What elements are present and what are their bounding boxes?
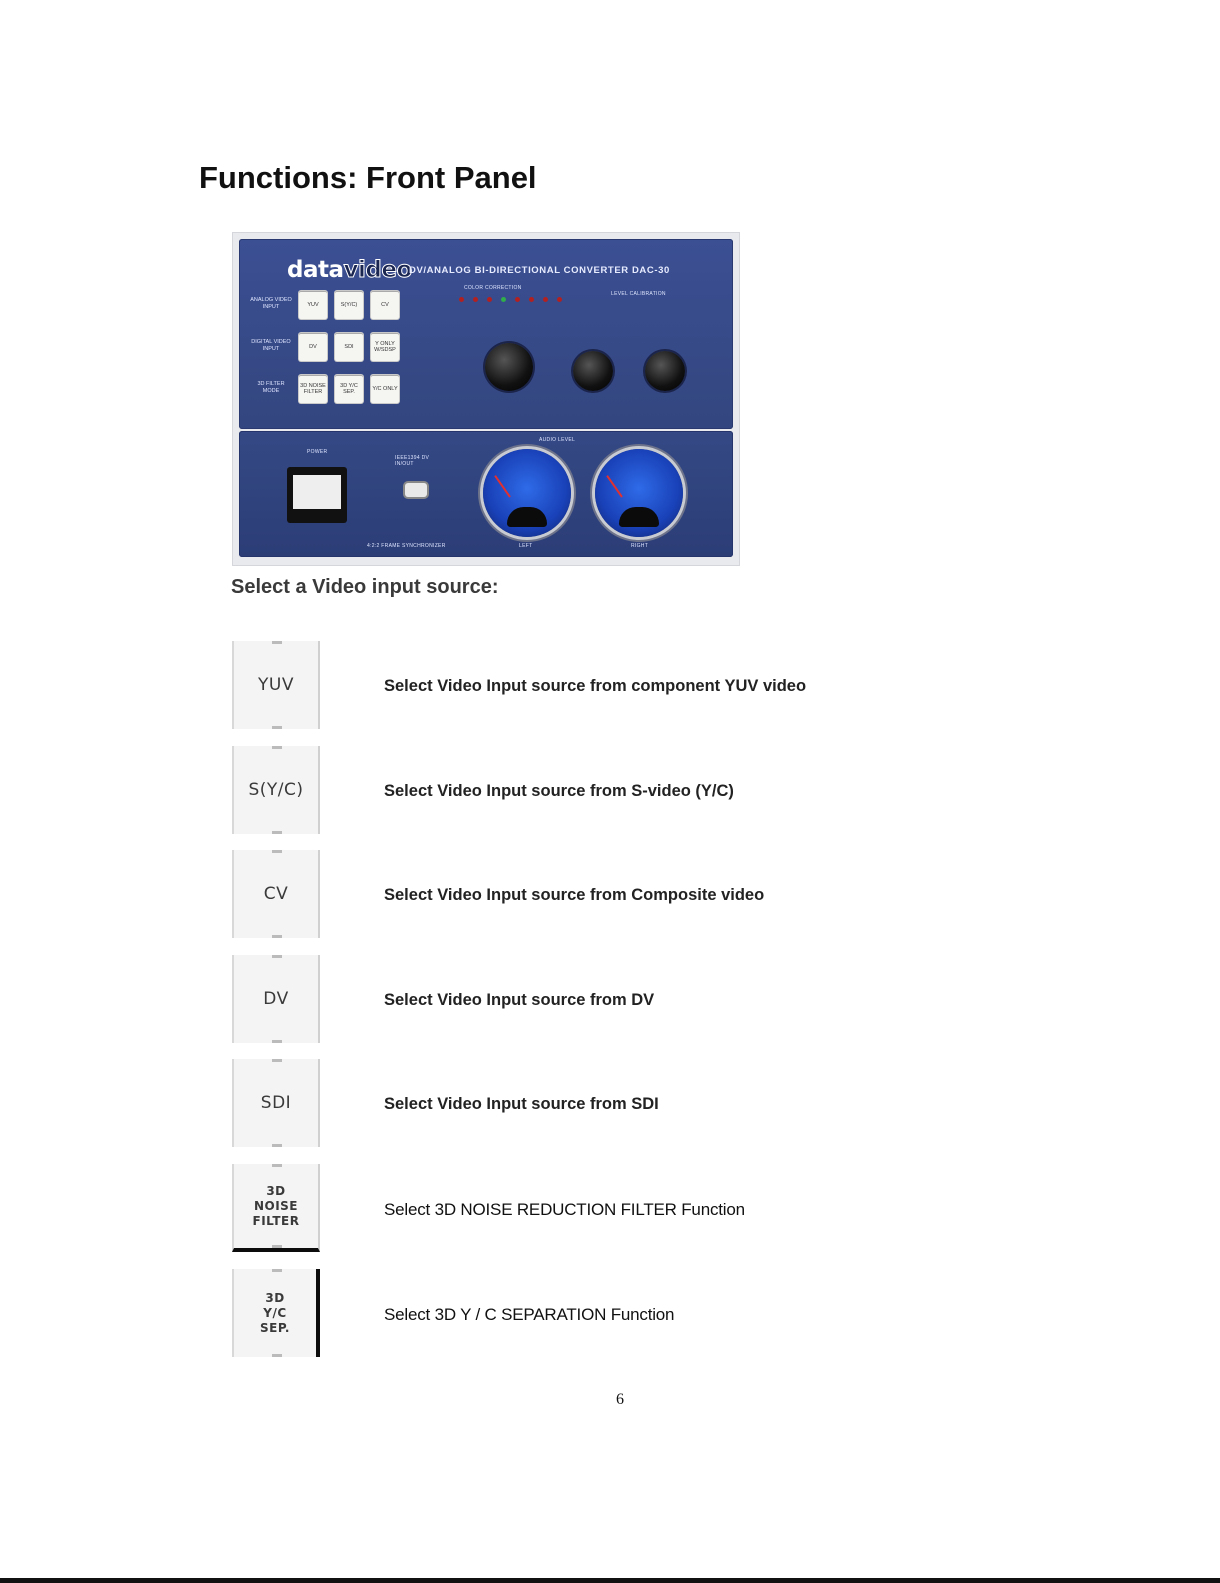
- front-panel-photo: [232, 232, 740, 566]
- led-indicator: [459, 297, 464, 302]
- led-indicator: [473, 297, 478, 302]
- power-label: POWER: [307, 449, 328, 455]
- key-line: FILTER: [252, 1213, 300, 1228]
- audio-level-label: AUDIO LEVEL: [539, 437, 576, 443]
- bottom-border: [0, 1578, 1220, 1583]
- brand-logo: datavideo: [287, 257, 412, 283]
- row-label-analog: ANALOG VIDEO INPUT: [250, 297, 292, 310]
- 3d-noise-filter-key-image: [232, 1164, 320, 1252]
- list-item: [232, 746, 1132, 836]
- panel-button-3d-yc: 3D Y/C SEP.: [335, 375, 363, 403]
- key-line: SEP.: [260, 1320, 290, 1335]
- yuv-key-image: YUV: [232, 641, 320, 729]
- key-line: 3D: [265, 1290, 285, 1305]
- 3d-yc-sep-key-image: [232, 1269, 320, 1357]
- led-indicator: [501, 297, 506, 302]
- panel-button-sdi: SDI: [335, 333, 363, 361]
- list-item: [232, 1059, 1132, 1149]
- item-description: Select Video Input source from SDI: [384, 1095, 659, 1113]
- right-meter-label: RIGHT: [631, 543, 649, 549]
- panel-button-y-only: Y ONLY W/SDSP: [371, 333, 399, 361]
- panel-button-yc-only: Y/C ONLY: [371, 375, 399, 403]
- key-line: NOISE: [253, 1198, 299, 1213]
- list-item: [232, 1164, 1132, 1254]
- panel-lower-section: [239, 431, 733, 557]
- cv-key-image: CV: [232, 850, 320, 938]
- color-correction-label: COLOR CORRECTION: [464, 285, 522, 291]
- led-indicator: [487, 297, 492, 302]
- panel-button-dv: DV: [299, 333, 327, 361]
- frame-sync-label: 4:2:2 FRAME SYNCHRONIZER: [367, 543, 446, 549]
- list-item: [232, 641, 1132, 731]
- power-switch: [287, 467, 347, 523]
- left-level-knob: [573, 351, 613, 391]
- left-meter-label: LEFT: [519, 543, 533, 549]
- panel-button-yuv: YUV: [299, 291, 327, 319]
- item-description: Select Video Input source from S-video (Y/C): [384, 782, 734, 800]
- led-indicator: [557, 297, 562, 302]
- right-level-knob: [645, 351, 685, 391]
- item-description: Select Video Input source from component YUV video: [384, 677, 807, 695]
- syc-key-image: S(Y/C): [232, 746, 320, 834]
- led-indicator: [543, 297, 548, 302]
- item-description: Select Video Input source from DV: [384, 991, 655, 1009]
- row-label-digital: DIGITAL VIDEO INPUT: [251, 339, 291, 352]
- list-item: [232, 955, 1132, 1045]
- page-number: 6: [616, 1391, 624, 1408]
- section-heading: Select a Video input source:: [231, 576, 499, 598]
- panel-button-3d-noise: 3D NOISE FILTER: [299, 375, 327, 403]
- panel-upper-section: [239, 239, 733, 429]
- color-knob: [485, 343, 533, 391]
- level-calibration-label: LEVEL CALIBRATION: [611, 291, 666, 297]
- right-audio-meter: [595, 449, 683, 537]
- panel-button-cv: CV: [371, 291, 399, 319]
- dv-key-image: DV: [232, 955, 320, 1043]
- key-line: 3D: [266, 1183, 286, 1198]
- item-description: Select 3D Y / C SEPARATION Function: [384, 1305, 675, 1324]
- list-item: [232, 850, 1132, 940]
- left-audio-meter: [483, 449, 571, 537]
- key-line: Y/C: [263, 1305, 287, 1320]
- sdi-key-image: SDI: [232, 1059, 320, 1147]
- panel-button-syc: S(Y/C): [335, 291, 363, 319]
- led-indicator: [515, 297, 520, 302]
- list-item: [232, 1269, 1132, 1359]
- row-label-3d-filter: 3D FILTER MODE: [257, 381, 285, 394]
- led-indicator: [529, 297, 534, 302]
- model-label: DV/ANALOG BI-DIRECTIONAL CONVERTER DAC-30: [409, 265, 670, 276]
- item-description: Select Video Input source from Composite video: [384, 886, 765, 904]
- page-title: Functions: Front Panel: [199, 160, 537, 195]
- item-description: Select 3D NOISE REDUCTION FILTER Function: [384, 1200, 745, 1219]
- dv-port-label: IEEE1394 DV IN/OUT: [395, 455, 430, 467]
- firewire-port: [405, 483, 427, 497]
